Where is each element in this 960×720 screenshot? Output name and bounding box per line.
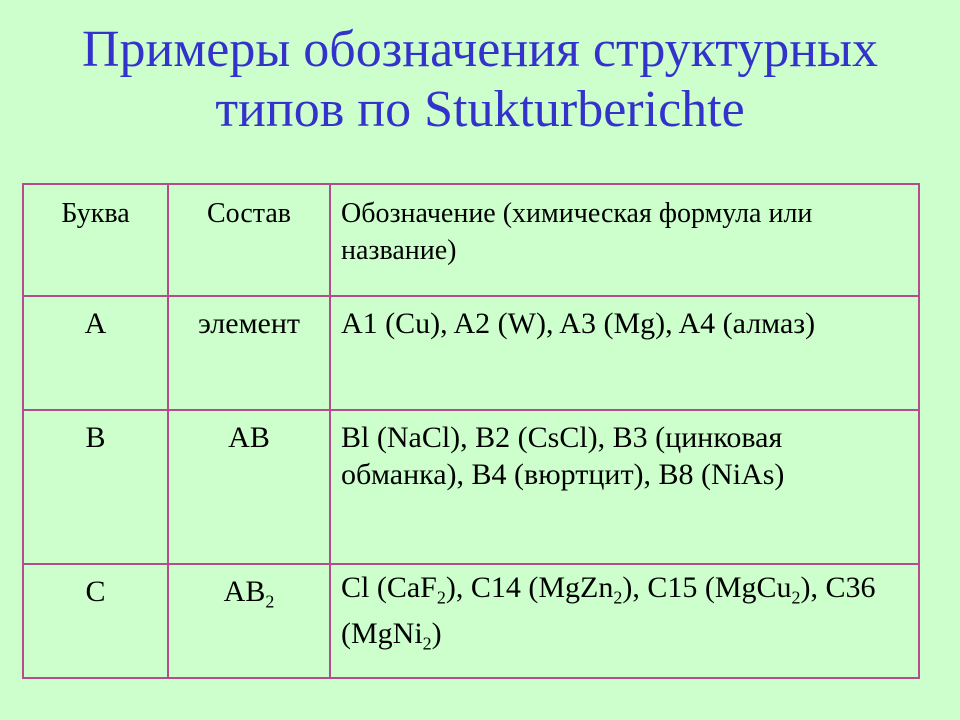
designation-part: Cl (CaF xyxy=(341,571,437,604)
header-designation: Обозначение (химическая формула или название) xyxy=(330,184,919,296)
slide-title xyxy=(0,20,960,140)
designation-subscript: 2 xyxy=(436,587,446,608)
structure-types-table xyxy=(22,183,920,679)
table-row xyxy=(23,564,919,678)
cell-designation: A1 (Cu), A2 (W), A3 (Mg), A4 (алмаз) xyxy=(330,296,919,410)
slide-title-line-2: типов по Stukturberichte xyxy=(215,81,745,138)
cell-letter: B xyxy=(23,410,168,564)
header-composition: Состав xyxy=(168,184,330,296)
table-row xyxy=(23,410,919,564)
header-letter: Буква xyxy=(23,184,168,296)
table-row xyxy=(23,296,919,410)
composition-base: AB xyxy=(223,575,266,608)
slide-title-line-1: Примеры обозначения структурных xyxy=(81,21,879,78)
designation-part: ), C15 (MgCu xyxy=(622,571,792,604)
cell-composition xyxy=(168,564,330,678)
cell-letter: C xyxy=(23,564,168,678)
designation-subscript: 2 xyxy=(613,587,623,608)
cell-designation: Bl (NaCl), B2 (CsCl), B3 (цинковая обманка), B4 (вюртцит), B8 (NiAs) xyxy=(330,410,919,564)
cell-designation xyxy=(330,564,919,678)
designation-subscript: 2 xyxy=(422,633,432,654)
composition-subscript: 2 xyxy=(265,591,275,612)
designation-subscript: 2 xyxy=(791,587,801,608)
cell-composition: AB xyxy=(168,410,330,564)
table-header-row xyxy=(23,184,919,296)
designation-part: ), C36 (MgNi xyxy=(341,571,876,650)
designation-part: ), C14 (MgZn xyxy=(445,571,614,604)
cell-composition: элемент xyxy=(168,296,330,410)
cell-letter: A xyxy=(23,296,168,410)
designation-part: ) xyxy=(431,617,442,650)
